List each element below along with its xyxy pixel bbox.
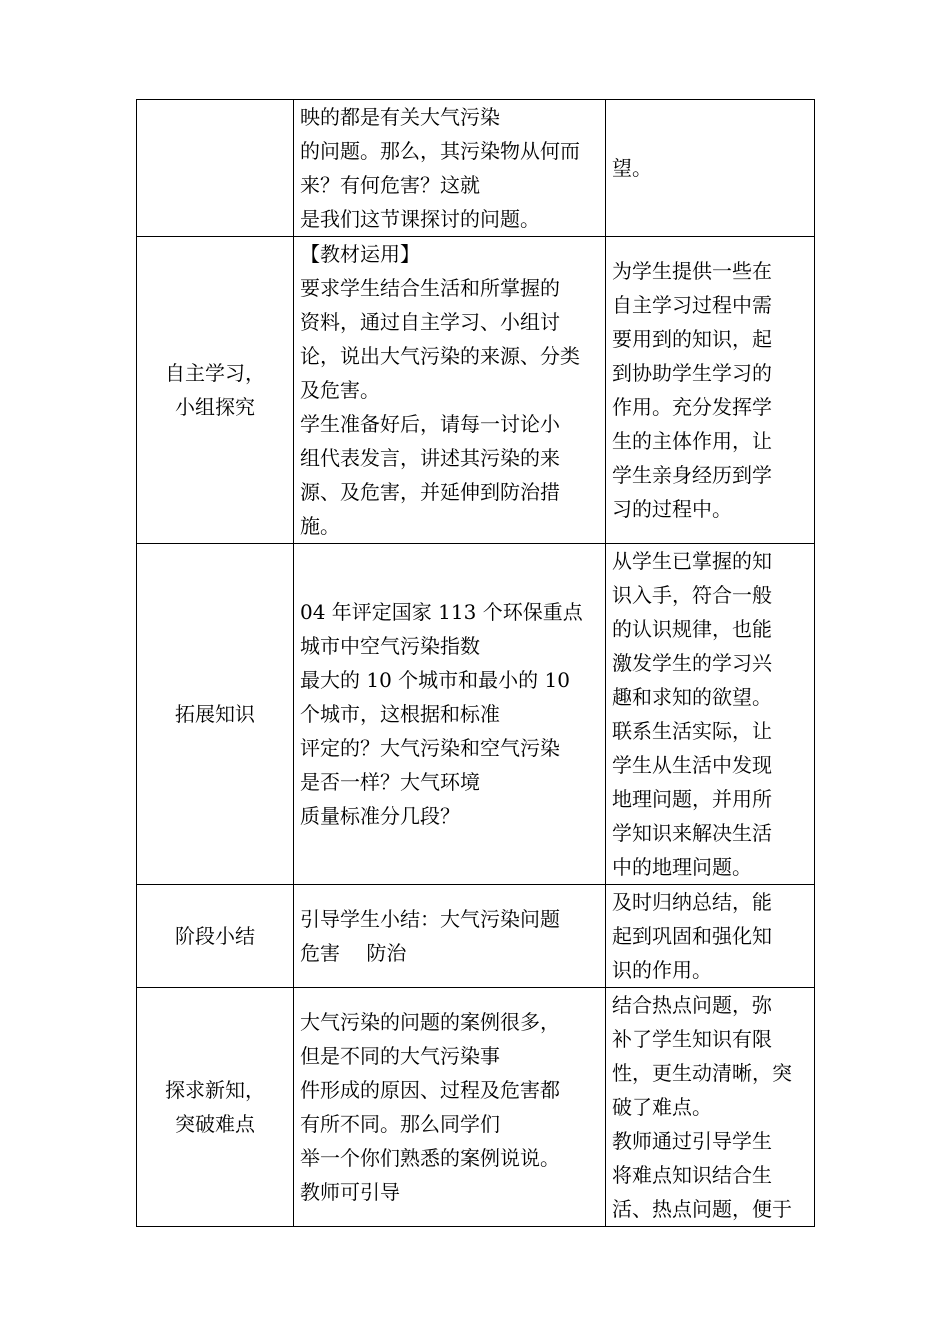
stage-line: 突破难点 bbox=[175, 1112, 255, 1136]
content-line: 学生准备好后，请每一讨论小 bbox=[300, 412, 560, 436]
content-line: 组代表发言，讲述其污染的来 bbox=[300, 446, 560, 470]
intent-line: 中的地理问题。 bbox=[612, 855, 752, 879]
content-line: 是否一样？大气环境 bbox=[300, 770, 480, 794]
content-cell bbox=[294, 237, 606, 544]
intent-line: 习的过程中。 bbox=[612, 497, 732, 521]
stage-cell bbox=[137, 544, 294, 885]
stage-line: 小组探究 bbox=[175, 395, 255, 419]
content-line: 04 年评定国家 113 个环保重点 bbox=[300, 600, 583, 624]
intent-line: 活、热点问题，便于 bbox=[612, 1197, 792, 1221]
stage-line: 自主学习， bbox=[165, 361, 265, 385]
content-cell bbox=[294, 885, 606, 988]
intent-cell bbox=[606, 100, 815, 237]
content-line: 源、及危害，并延伸到防治措 bbox=[300, 480, 560, 504]
content-line: 施。 bbox=[300, 514, 340, 538]
intent-line: 从学生已掌握的知 bbox=[612, 549, 772, 573]
content-line: 【教材运用】 bbox=[300, 242, 420, 266]
content-line: 评定的？大气污染和空气污染 bbox=[300, 736, 560, 760]
content-line: 件形成的原因、过程及危害都 bbox=[300, 1078, 560, 1102]
intent-line: 学生亲身经历到学 bbox=[612, 463, 772, 487]
intent-line: 补了学生知识有限 bbox=[612, 1027, 772, 1051]
table-row bbox=[137, 544, 815, 885]
table-row bbox=[137, 988, 815, 1227]
content-line: 教师可引导 bbox=[300, 1180, 400, 1204]
stage-cell bbox=[137, 237, 294, 544]
intent-line: 识入手，符合一般 bbox=[612, 583, 772, 607]
content-line: 质量标准分几段？ bbox=[300, 804, 460, 828]
intent-cell bbox=[606, 988, 815, 1227]
intent-line: 生的主体作用，让 bbox=[612, 429, 772, 453]
intent-cell bbox=[606, 544, 815, 885]
content-line: 大气污染的问题的案例很多， bbox=[300, 1010, 560, 1034]
stage-cell bbox=[137, 100, 294, 237]
intent-line: 将难点知识结合生 bbox=[612, 1163, 772, 1187]
intent-line: 到协助学生学习的 bbox=[612, 361, 772, 385]
table-row bbox=[137, 237, 815, 544]
stage-cell bbox=[137, 885, 294, 988]
table-row bbox=[137, 885, 815, 988]
content-line: 最大的 10 个城市和最小的 10 bbox=[300, 668, 570, 692]
intent-line: 的认识规律，也能 bbox=[612, 617, 772, 641]
content-line: 映的都是有关大气污染 bbox=[300, 105, 500, 129]
stage-line: 拓展知识 bbox=[175, 702, 255, 726]
content-line: 是我们这节课探讨的问题。 bbox=[300, 207, 540, 231]
intent-line: 识的作用。 bbox=[612, 958, 712, 982]
content-line: 要求学生结合生活和所掌握的 bbox=[300, 276, 560, 300]
lesson-plan-table bbox=[136, 99, 815, 1227]
intent-line: 要用到的知识，起 bbox=[612, 327, 772, 351]
intent-line: 联系生活实际，让 bbox=[612, 719, 772, 743]
content-line: 的问题。那么，其污染物从何而 bbox=[300, 139, 580, 163]
intent-line: 地理问题，并用所 bbox=[612, 787, 772, 811]
intent-line: 为学生提供一些在 bbox=[612, 259, 772, 283]
intent-line: 趣和求知的欲望。 bbox=[612, 685, 772, 709]
intent-line: 性，更生动清晰，突 bbox=[612, 1061, 792, 1085]
stage-line: 阶段小结 bbox=[175, 924, 255, 948]
intent-line: 学生从生活中发现 bbox=[612, 753, 772, 777]
intent-line: 作用。充分发挥学 bbox=[612, 395, 772, 419]
content-cell bbox=[294, 100, 606, 237]
content-line: 个城市，这根据和标准 bbox=[300, 702, 500, 726]
content-line: 资料，通过自主学习、小组讨 bbox=[300, 310, 560, 334]
intent-line: 自主学习过程中需 bbox=[612, 293, 772, 317]
content-line: 但是不同的大气污染事 bbox=[300, 1044, 500, 1068]
content-cell bbox=[294, 544, 606, 885]
intent-line: 及时归纳总结，能 bbox=[612, 890, 772, 914]
content-line: 来？有何危害？这就 bbox=[300, 173, 480, 197]
intent-cell bbox=[606, 237, 815, 544]
stage-line: 探求新知， bbox=[165, 1078, 265, 1102]
intent-cell bbox=[606, 885, 815, 988]
content-line: 举一个你们熟悉的案例说说。 bbox=[300, 1146, 560, 1170]
content-cell bbox=[294, 988, 606, 1227]
intent-line: 学知识来解决生活 bbox=[612, 821, 772, 845]
stage-cell bbox=[137, 988, 294, 1227]
content-line: 及危害。 bbox=[300, 378, 380, 402]
table-row bbox=[137, 100, 815, 237]
intent-line: 激发学生的学习兴 bbox=[612, 651, 772, 675]
content-line: 危害 防治 bbox=[300, 941, 407, 965]
content-line: 引导学生小结：大气污染问题 bbox=[300, 907, 560, 931]
intent-line: 结合热点问题，弥 bbox=[612, 993, 772, 1017]
intent-line: 破了难点。 bbox=[612, 1095, 712, 1119]
intent-line: 起到巩固和强化知 bbox=[612, 924, 772, 948]
content-line: 论，说出大气污染的来源、分类 bbox=[300, 344, 580, 368]
content-line: 有所不同。那么同学们 bbox=[300, 1112, 500, 1136]
content-line: 城市中空气污染指数 bbox=[300, 634, 480, 658]
intent-line: 教师通过引导学生 bbox=[612, 1129, 772, 1153]
intent-line: 望。 bbox=[612, 156, 652, 180]
